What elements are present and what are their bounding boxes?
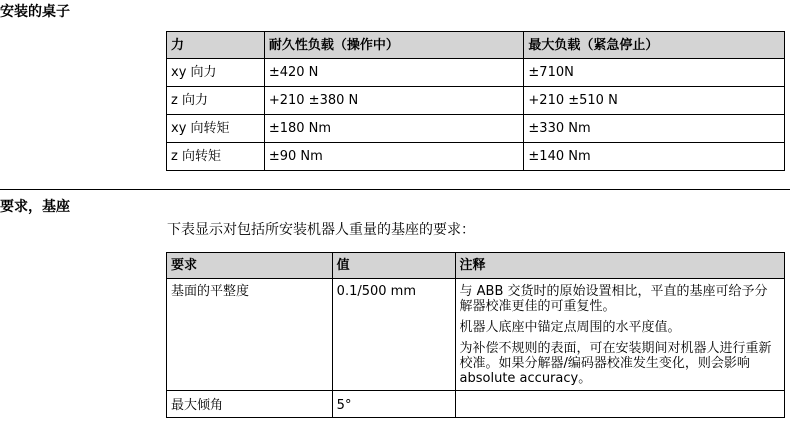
table-row bbox=[167, 87, 785, 115]
cell-force-type: xy 向转矩 bbox=[167, 115, 265, 143]
header-endurance-load: 耐久性负载（操作中） bbox=[264, 32, 524, 59]
cell-value: 5° bbox=[332, 391, 455, 418]
header-max-load: 最大负载（紧急停止） bbox=[524, 32, 785, 59]
base-requirements-table bbox=[166, 252, 785, 418]
load-table bbox=[166, 31, 785, 171]
note-paragraph: 机器人底座中锚定点周围的水平度值。 bbox=[459, 320, 681, 335]
table-row bbox=[167, 115, 785, 143]
header-value: 值 bbox=[332, 253, 455, 279]
cell-endurance-value: ±420 N bbox=[264, 59, 524, 87]
header-force: 力 bbox=[167, 32, 265, 59]
header-requirement: 要求 bbox=[167, 253, 333, 279]
table-header-row bbox=[167, 32, 785, 59]
table-row bbox=[167, 391, 785, 418]
cell-value: 0.1/500 mm bbox=[332, 279, 455, 391]
cell-force-type: z 向转矩 bbox=[167, 143, 265, 171]
cell-endurance-value: ±180 Nm bbox=[264, 115, 524, 143]
cell-requirement: 基面的平整度 bbox=[167, 279, 333, 391]
cell-max-value: ±330 Nm bbox=[524, 115, 785, 143]
section-divider bbox=[0, 189, 790, 190]
cell-max-value: ±140 Nm bbox=[524, 143, 785, 171]
table-row bbox=[167, 143, 785, 171]
intro-text: 下表显示对包括所安装机器人重量的基座的要求： bbox=[167, 222, 475, 238]
cell-notes bbox=[455, 279, 784, 391]
cell-requirement: 最大倾角 bbox=[167, 391, 333, 418]
cell-max-value: +210 ±510 N bbox=[524, 87, 785, 115]
section-heading-base: 要求，基座 bbox=[0, 199, 70, 215]
table-row bbox=[167, 279, 785, 391]
header-notes: 注释 bbox=[455, 253, 784, 279]
cell-endurance-value: ±90 Nm bbox=[264, 143, 524, 171]
cell-endurance-value: +210 ±380 N bbox=[264, 87, 524, 115]
cell-force-type: xy 向力 bbox=[167, 59, 265, 87]
note-paragraph: 与 ABB 交货时的原始设置相比，平直的基座可给予分解器校准更佳的可重复性。 bbox=[459, 284, 768, 314]
cell-force-type: z 向力 bbox=[167, 87, 265, 115]
table-row bbox=[167, 59, 785, 87]
cell-max-value: ±710N bbox=[524, 59, 785, 87]
cell-notes bbox=[455, 391, 784, 418]
section-heading-desk: 安装的桌子 bbox=[0, 4, 70, 20]
table-header-row bbox=[167, 253, 785, 279]
note-paragraph: 为补偿不规则的表面，可在安装期间对机器人进行重新校准。如果分解器/编码器校准发生变化，则会影响 absolute accuracy。 bbox=[459, 341, 772, 386]
